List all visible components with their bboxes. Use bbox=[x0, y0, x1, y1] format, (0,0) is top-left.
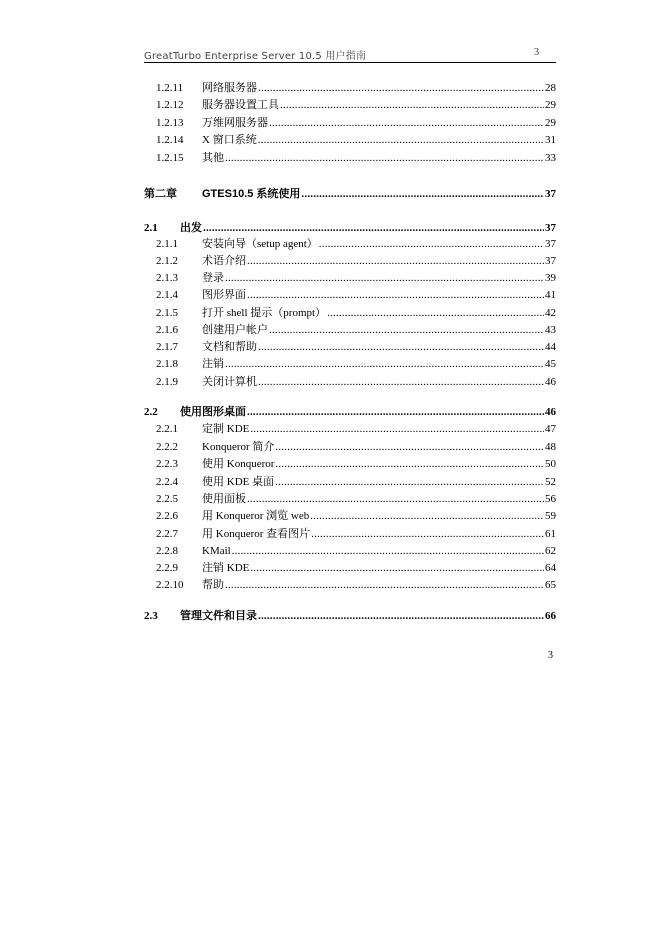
dot-leader bbox=[258, 374, 544, 390]
toc-entry-title: 出发 bbox=[180, 222, 202, 234]
toc-entry[interactable] bbox=[144, 236, 556, 252]
toc-entry-title: 图形界面 bbox=[202, 289, 246, 301]
toc-entry[interactable] bbox=[144, 270, 556, 286]
dot-leader bbox=[250, 421, 544, 437]
toc-entry[interactable] bbox=[144, 560, 556, 576]
toc-entry-page: 28 bbox=[545, 82, 556, 94]
dot-leader bbox=[225, 150, 544, 166]
toc-entry[interactable] bbox=[144, 220, 556, 236]
toc-entry-title: 使用 KDE 桌面 bbox=[202, 476, 275, 488]
dot-leader bbox=[311, 526, 544, 542]
dot-leader bbox=[269, 322, 544, 338]
toc-entry[interactable] bbox=[144, 339, 556, 355]
toc-entry-page: 31 bbox=[545, 134, 556, 146]
toc-entry-title: 文档和帮助 bbox=[202, 341, 257, 353]
toc-entry[interactable] bbox=[144, 608, 556, 624]
toc-entry-page: 37 bbox=[545, 222, 556, 234]
toc-entry-number: 2.2.2 bbox=[156, 441, 178, 453]
dot-leader bbox=[327, 305, 544, 321]
dot-leader bbox=[258, 608, 544, 624]
toc-entry-page: 62 bbox=[545, 545, 556, 557]
toc-entry-title: Konqueror 简介 bbox=[202, 441, 275, 453]
toc-entry-page: 50 bbox=[545, 458, 556, 470]
toc-entry-title: 注销 KDE bbox=[202, 562, 250, 574]
toc-entry-number: 1.2.11 bbox=[156, 82, 184, 94]
toc-entry-page: 29 bbox=[545, 117, 556, 129]
toc-entry-title: 使用 Konqueror bbox=[202, 458, 275, 470]
toc-entry-title: 网络服务器 bbox=[202, 82, 257, 94]
toc-entry-title: GTES10.5 系统使用 bbox=[202, 188, 301, 200]
toc-entry-number: 1.2.15 bbox=[156, 152, 184, 164]
footer-page-number: 3 bbox=[548, 650, 553, 661]
toc-entry-title: 用 Konqueror 查看图片 bbox=[202, 528, 311, 540]
dot-leader bbox=[275, 474, 544, 490]
toc-entry[interactable] bbox=[144, 577, 556, 593]
toc-entry[interactable] bbox=[144, 97, 556, 113]
toc-entry-title: 打开 shell 提示（prompt） bbox=[202, 307, 327, 319]
toc-entry-number: 2.1.6 bbox=[156, 324, 178, 336]
dot-leader bbox=[301, 186, 544, 202]
toc-entry-title: 登录 bbox=[202, 272, 224, 284]
dot-leader bbox=[247, 287, 544, 303]
toc-entry-number: 2.2.5 bbox=[156, 493, 178, 505]
toc-entry-page: 39 bbox=[545, 272, 556, 284]
toc-entry-page: 43 bbox=[545, 324, 556, 336]
toc-entry-title: 关闭计算机 bbox=[202, 376, 257, 388]
toc-entry-page: 41 bbox=[545, 289, 556, 301]
toc-entry-page: 66 bbox=[545, 610, 556, 622]
toc-entry-number: 2.2.3 bbox=[156, 458, 178, 470]
toc-entry-page: 56 bbox=[545, 493, 556, 505]
toc-entry-number: 2.1.5 bbox=[156, 307, 178, 319]
toc-entry-page: 47 bbox=[545, 423, 556, 435]
toc-entry-page: 65 bbox=[545, 579, 556, 591]
dot-leader bbox=[247, 491, 544, 507]
toc-entry-title: 使用面板 bbox=[202, 493, 246, 505]
dot-leader bbox=[269, 115, 544, 131]
toc-entry-number: 2.2.10 bbox=[156, 579, 184, 591]
toc-entry[interactable] bbox=[144, 474, 556, 490]
toc-entry-number: 1.2.14 bbox=[156, 134, 184, 146]
toc-entry-title: 术语介绍 bbox=[202, 255, 246, 267]
toc-entry-page: 59 bbox=[545, 510, 556, 522]
toc-entry[interactable] bbox=[144, 287, 556, 303]
toc-entry-number: 2.2.7 bbox=[156, 528, 178, 540]
dot-leader bbox=[225, 270, 544, 286]
dot-leader bbox=[225, 356, 544, 372]
toc-entry-number: 2.1 bbox=[144, 222, 158, 234]
toc-entry-number: 2.2.8 bbox=[156, 545, 178, 557]
header-title: GreatTurbo Enterprise Server 10.5 用户指南 bbox=[144, 51, 367, 62]
toc-entry[interactable] bbox=[144, 508, 556, 524]
dot-leader bbox=[280, 97, 544, 113]
toc-entry[interactable] bbox=[144, 132, 556, 148]
dot-leader bbox=[310, 508, 544, 524]
toc-entry-page: 52 bbox=[545, 476, 556, 488]
toc-entry-number: 1.2.13 bbox=[156, 117, 184, 129]
toc-entry[interactable] bbox=[144, 253, 556, 269]
toc-entry-title: 管理文件和目录 bbox=[180, 610, 257, 622]
toc-entry[interactable] bbox=[144, 305, 556, 321]
dot-leader bbox=[258, 132, 544, 148]
toc-entry-number: 2.1.4 bbox=[156, 289, 178, 301]
toc-entry-number: 2.2.6 bbox=[156, 510, 178, 522]
dot-leader bbox=[225, 577, 544, 593]
toc-entry-number: 2.2.9 bbox=[156, 562, 178, 574]
toc-entry[interactable] bbox=[144, 421, 556, 437]
toc-entry-page: 46 bbox=[545, 406, 556, 418]
toc-entry-number: 2.1.7 bbox=[156, 341, 178, 353]
toc-entry-number: 2.1.2 bbox=[156, 255, 178, 267]
dot-leader bbox=[319, 236, 544, 252]
toc-entry-title: 用 Konqueror 浏览 web bbox=[202, 510, 310, 522]
toc-entry-title: 定制 KDE bbox=[202, 423, 250, 435]
toc-entry-title: 其他 bbox=[202, 152, 224, 164]
toc-entry-number: 2.1.8 bbox=[156, 358, 178, 370]
toc-entry-page: 44 bbox=[545, 341, 556, 353]
toc-entry-number: 2.2.4 bbox=[156, 476, 178, 488]
toc-entry[interactable] bbox=[144, 115, 556, 131]
toc-entry-title: KMail bbox=[202, 545, 231, 557]
toc-entry[interactable] bbox=[144, 456, 556, 472]
toc-entry-page: 61 bbox=[545, 528, 556, 540]
toc-entry-number: 2.1.1 bbox=[156, 238, 178, 250]
toc-entry[interactable] bbox=[144, 186, 556, 202]
toc-entry[interactable] bbox=[144, 356, 556, 372]
toc-entry-title: 帮助 bbox=[202, 579, 224, 591]
running-header bbox=[144, 47, 556, 63]
toc-entry-page: 42 bbox=[545, 307, 556, 319]
toc-entry-title: 安装向导（setup agent） bbox=[202, 238, 318, 250]
toc-entry[interactable] bbox=[144, 322, 556, 338]
toc-entry-number: 2.2.1 bbox=[156, 423, 178, 435]
toc-entry-title: 万维网服务器 bbox=[202, 117, 268, 129]
toc-entry-page: 46 bbox=[545, 376, 556, 388]
dot-leader bbox=[258, 339, 544, 355]
toc-entry[interactable] bbox=[144, 404, 556, 420]
toc-entry-page: 33 bbox=[545, 152, 556, 164]
toc-entry-number: 2.3 bbox=[144, 610, 158, 622]
toc-entry-page: 48 bbox=[545, 441, 556, 453]
toc-entry[interactable] bbox=[144, 374, 556, 390]
dot-leader bbox=[232, 543, 544, 559]
toc-entry-number: 1.2.12 bbox=[156, 99, 184, 111]
header-page-number: 3 bbox=[534, 47, 539, 58]
toc-entry-page: 45 bbox=[545, 358, 556, 370]
toc-entry[interactable] bbox=[144, 439, 556, 455]
toc-entry-page: 29 bbox=[545, 99, 556, 111]
dot-leader bbox=[247, 253, 544, 269]
toc-entry-page: 64 bbox=[545, 562, 556, 574]
dot-leader bbox=[275, 456, 544, 472]
dot-leader bbox=[258, 80, 544, 96]
toc-entry-title: 服务器设置工具 bbox=[202, 99, 279, 111]
toc-entry-number: 2.1.3 bbox=[156, 272, 178, 284]
toc-entry[interactable] bbox=[144, 80, 556, 96]
dot-leader bbox=[247, 404, 544, 420]
dot-leader bbox=[275, 439, 544, 455]
toc-entry-page: 37 bbox=[545, 238, 556, 250]
toc-entry-title: X 窗口系统 bbox=[202, 134, 257, 146]
dot-leader bbox=[203, 220, 544, 236]
toc-entry-number: 第二章 bbox=[144, 188, 177, 200]
toc-entry-title: 注销 bbox=[202, 358, 224, 370]
toc-entry[interactable] bbox=[144, 150, 556, 166]
dot-leader bbox=[250, 560, 544, 576]
toc-entry-title: 使用图形桌面 bbox=[180, 406, 246, 418]
toc-entry-number: 2.1.9 bbox=[156, 376, 178, 388]
toc-entry-title: 创建用户帐户 bbox=[202, 324, 268, 336]
toc-entry[interactable] bbox=[144, 491, 556, 507]
toc-entry-page: 37 bbox=[545, 188, 556, 200]
toc-entry-page: 37 bbox=[545, 255, 556, 267]
toc-entry[interactable] bbox=[144, 543, 556, 559]
toc-entry-number: 2.2 bbox=[144, 406, 158, 418]
toc-entry[interactable] bbox=[144, 526, 556, 542]
